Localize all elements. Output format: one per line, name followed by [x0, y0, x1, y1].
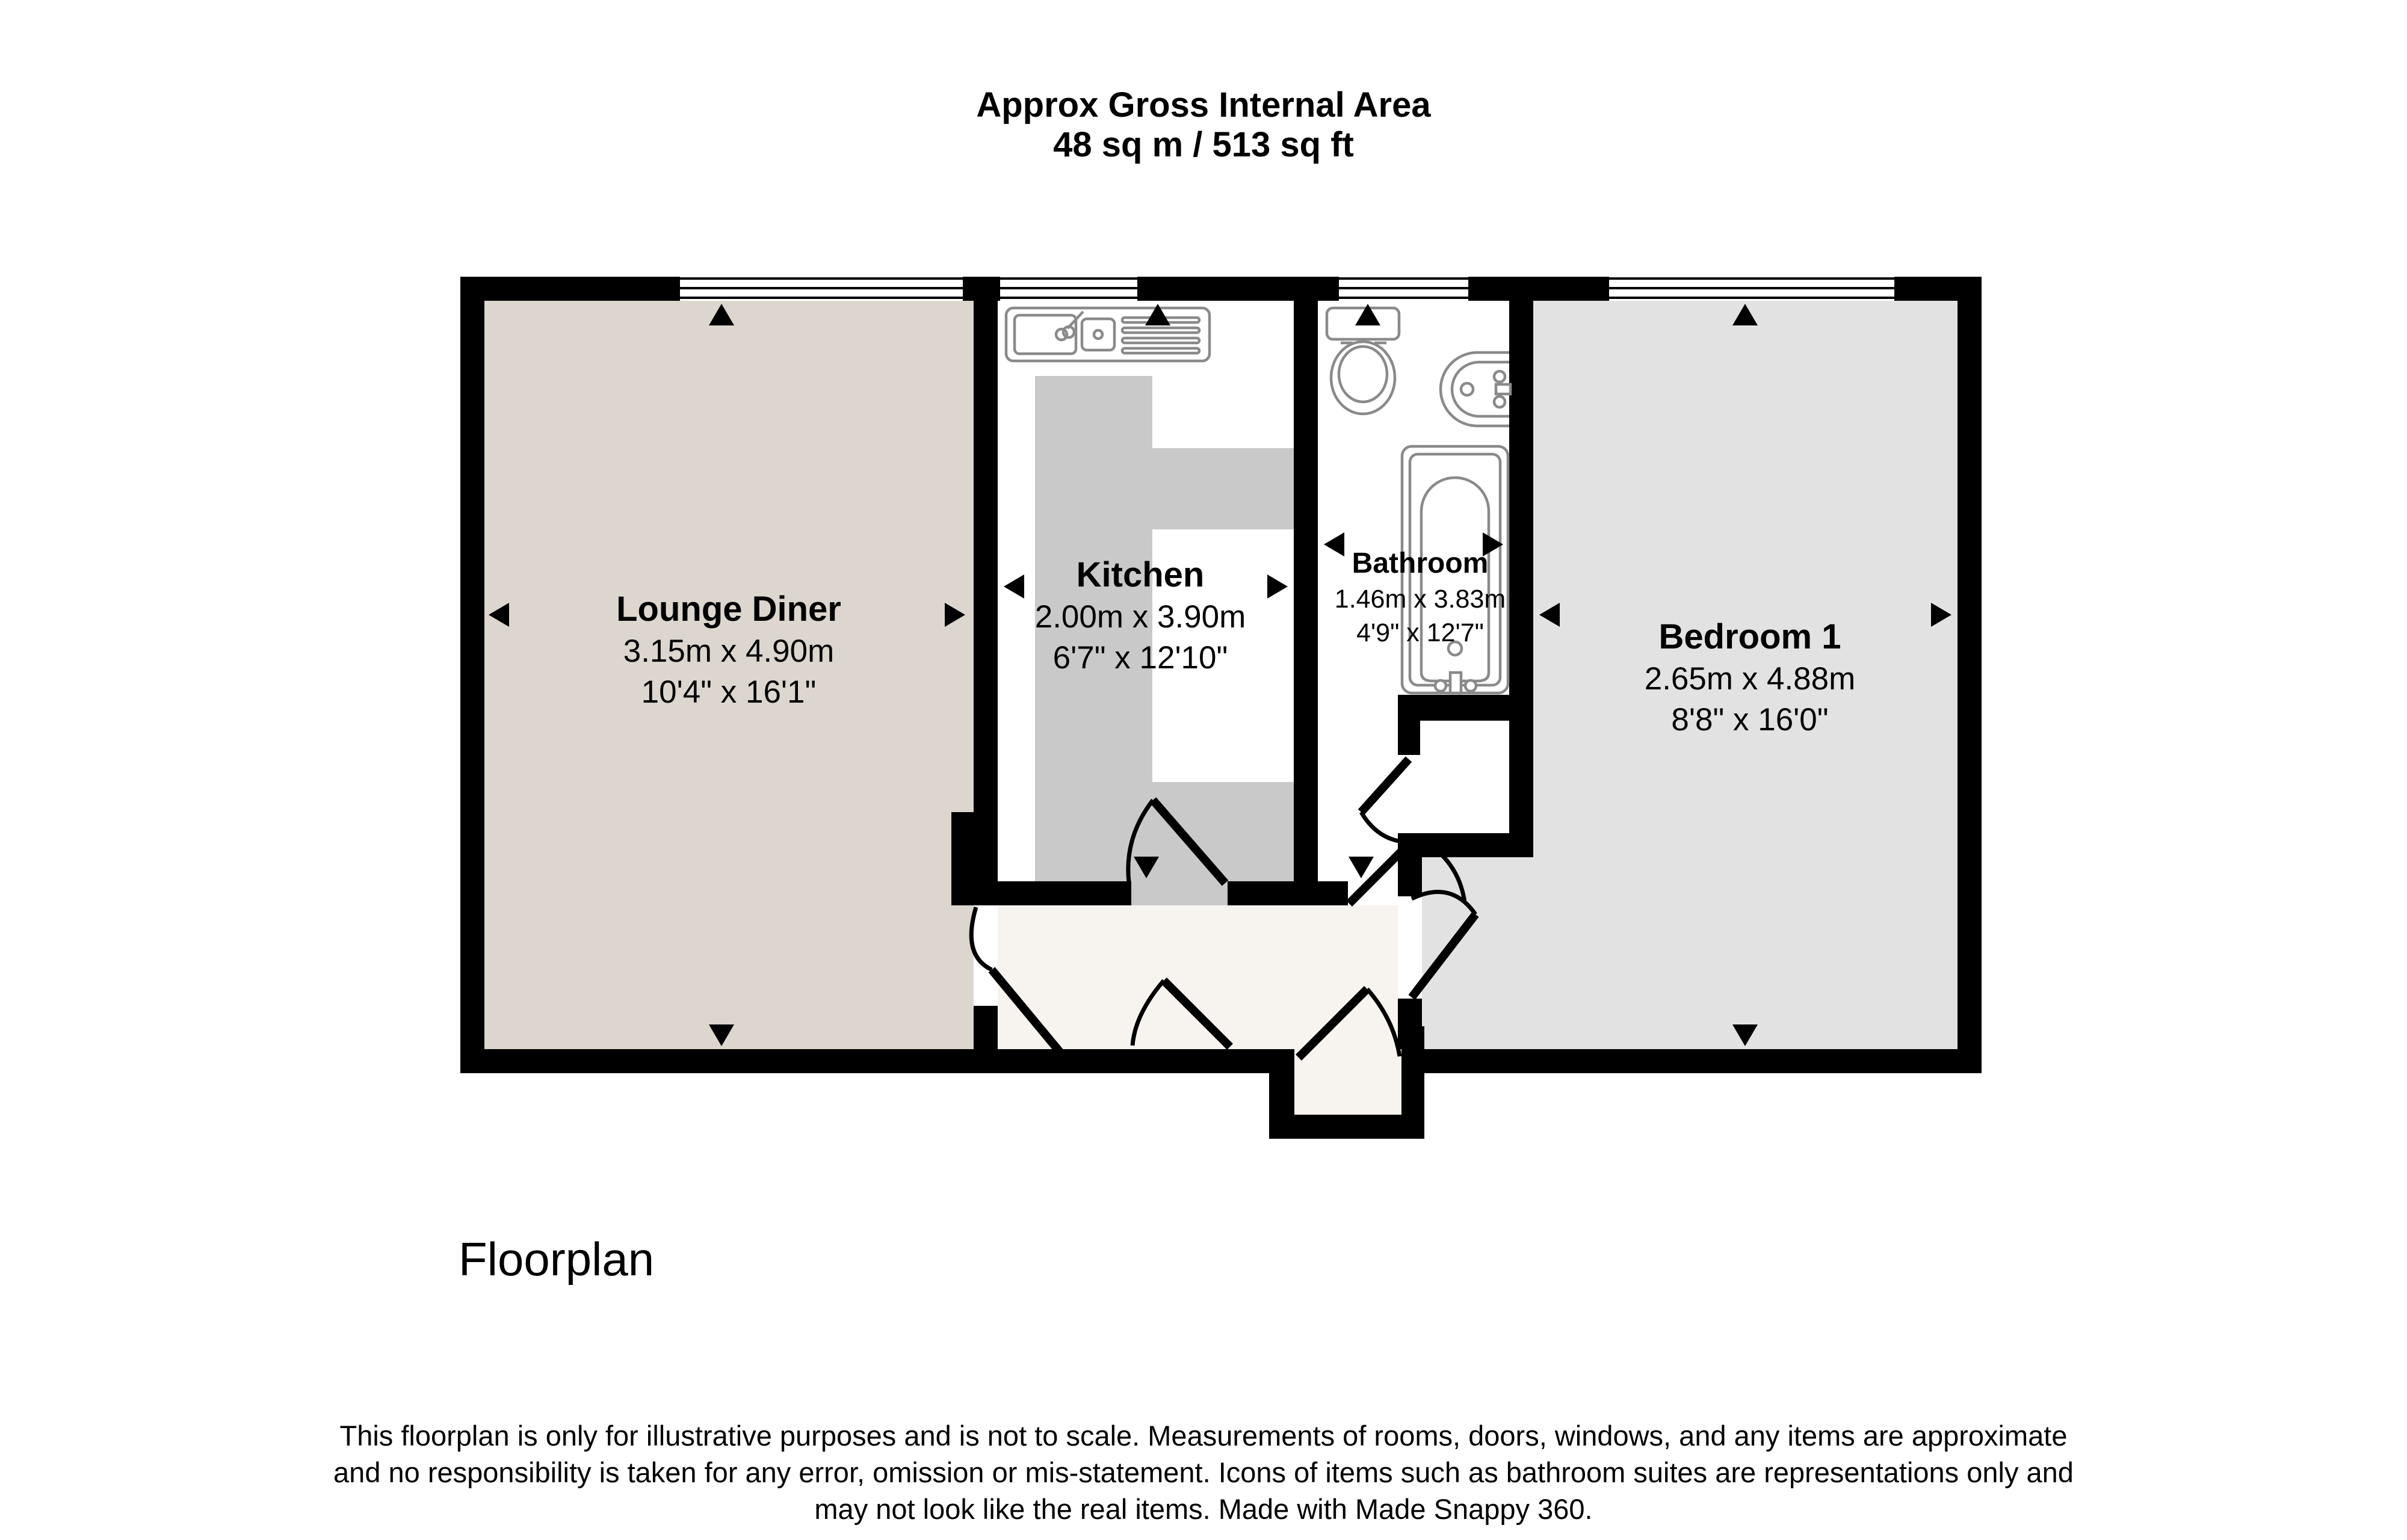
kitchen-sink-icon: [1006, 308, 1210, 361]
kitchen-label: Kitchen: [1076, 555, 1205, 594]
floorplan-caption: Floorplan: [459, 1233, 655, 1286]
page-title: [0, 85, 2407, 165]
lounge-metric: 3.15m x 4.90m: [623, 633, 835, 669]
bedroom-label: Bedroom 1: [1658, 617, 1841, 656]
basin-icon: [1441, 353, 1510, 426]
bedroom-imperial: 8'8" x 16'0": [1671, 702, 1829, 738]
bathroom-imperial: 4'9" x 12'7": [1356, 618, 1484, 647]
bathroom-bedroom-wall: [1509, 301, 1533, 857]
bedroom-door-stub-top: [1398, 857, 1422, 896]
disclaimer-line2: and no responsibility is taken for any error, omission or mis-statement. Icons of items such as bathroom suites are representations only and: [333, 1456, 2074, 1488]
vestibule-bottom-wall: [1269, 1115, 1424, 1139]
disclaimer-line1: This floorplan is only for illustrative purposes and is not to scale. Measurements of rooms, doors, windows, and any items are approximate: [339, 1420, 2068, 1452]
disclaimer: [0, 1417, 2407, 1527]
cupboard-floor: [1420, 721, 1509, 833]
lounge-imperial: 10'4" x 16'1": [641, 674, 817, 710]
bedroom-floor-extension: [1422, 857, 1533, 1049]
kitchen-window: [1000, 277, 1137, 301]
bathroom-metric: 1.46m x 3.83m: [1334, 585, 1506, 614]
bedroom-metric: 2.65m x 4.88m: [1644, 661, 1856, 697]
bedroom-window: [1609, 277, 1894, 301]
kitchen-metric: 2.00m x 3.90m: [1034, 599, 1246, 635]
bathroom-window: [1339, 277, 1468, 301]
bathroom-door-stub: [1318, 881, 1348, 905]
left-outer-wall: [460, 277, 484, 1073]
bedroom-door-stub-bottom: [1398, 999, 1422, 1049]
lounge-door-stub: [974, 1006, 998, 1049]
bathroom-label: Bathroom: [1352, 547, 1489, 579]
lounge-window: [680, 277, 963, 301]
kitchen-bottom-wall-left: [974, 881, 1131, 905]
floorplan-canvas: [460, 274, 1983, 1149]
kitchen-imperial: 6'7" x 12'10": [1052, 640, 1228, 676]
bottom-wall-right: [1424, 1049, 1982, 1073]
bottom-wall-left: [460, 1049, 1271, 1073]
disclaimer-line3: may not look like the real items. Made with Made Snappy 360.: [814, 1493, 1593, 1525]
vestibule-floor: [1293, 1073, 1401, 1115]
hallway-floor: [998, 905, 1398, 1049]
right-outer-wall: [1957, 277, 1982, 1073]
title-line1: Approx Gross Internal Area: [976, 85, 1431, 125]
kitchen-bathroom-wall: [1294, 301, 1318, 905]
title-line2: 48 sq m / 513 sq ft: [1053, 125, 1354, 164]
lounge-label: Lounge Diner: [616, 590, 841, 629]
kitchen-bottom-wall-right: [1228, 881, 1318, 905]
cupboard-left-stub: [1398, 721, 1420, 755]
